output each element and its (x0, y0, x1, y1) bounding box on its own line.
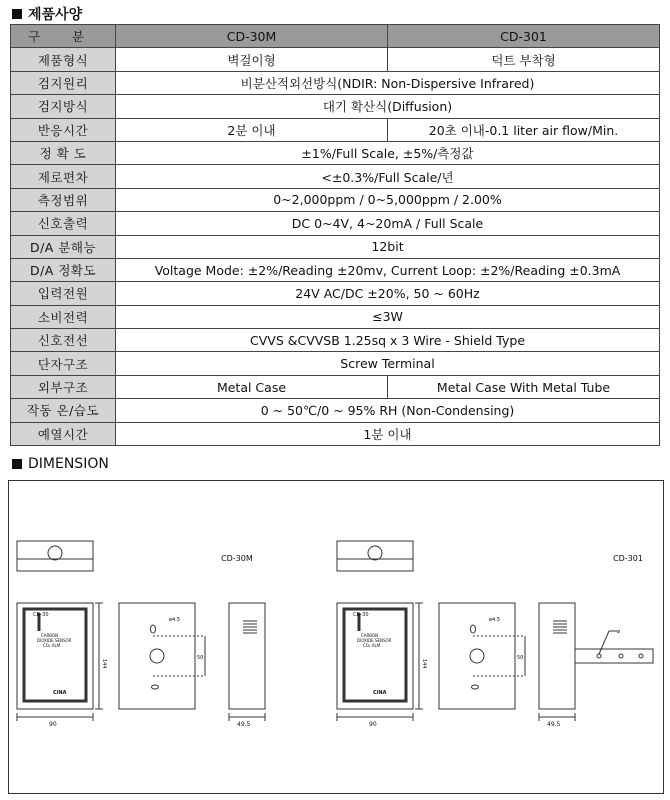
dimension-drawing-panel (8, 480, 664, 794)
spec-row-label: 단자구조 (11, 352, 116, 375)
spec-row-label: D/A 정확도 (11, 258, 116, 281)
header-cd30m: CD-30M (116, 25, 388, 48)
spec-row-label: 반응시간 (11, 118, 116, 141)
spec-row-value-cd301: 20초 이내-0.1 liter air flow/Min. (388, 118, 660, 141)
spec-row-value: 비분산적외선방식(NDIR: Non-Dispersive Infrared) (116, 71, 660, 94)
spec-row (11, 399, 660, 422)
cd301-rear-cable-hole (470, 649, 484, 663)
cd301-rear-mount-hole-top (471, 625, 476, 633)
cd301-rear-view (439, 603, 515, 709)
cd30m-hole-dim: ø4.5 (169, 617, 181, 623)
cd301-drawings (337, 541, 653, 728)
spec-row-value: DC 0~4V, 4~20mA / Full Scale (116, 212, 660, 235)
spec-row (11, 141, 660, 164)
dimension-heading (12, 456, 109, 472)
spec-row (11, 375, 660, 398)
cd30m-depth-dim: 49.5 (237, 721, 251, 728)
cd30m-side-view (229, 603, 265, 709)
cd301-front-text-4: CO₂ ALM (363, 643, 381, 648)
spec-row-value-cd30m: 2분 이내 (116, 118, 388, 141)
spec-table-header (11, 25, 660, 48)
spec-heading (12, 4, 82, 24)
spec-row-label: 입력전원 (11, 282, 116, 305)
cd30m-front-text-4: CO₂ ALM (43, 643, 61, 648)
spec-row-value: Voltage Mode: ±2%/Reading ±20mv, Current Loop: ±2%/Reading ±0.3mA (116, 258, 660, 281)
cd301-front-text-2: CARBON (361, 633, 379, 638)
spec-row (11, 258, 660, 281)
spec-row-value: 0 ~ 50℃/0 ~ 95% RH (Non-Condensing) (116, 399, 660, 422)
spec-row (11, 305, 660, 328)
spec-row (11, 188, 660, 211)
cd301-tube-label: ø (617, 629, 621, 635)
spec-row-value: 24V AC/DC ±20%, 50 ~ 60Hz (116, 282, 660, 305)
spec-row-value: 대기 확산식(Diffusion) (116, 95, 660, 118)
spec-row-label: 신호전선 (11, 329, 116, 352)
spec-row-label: 정 확 도 (11, 141, 116, 164)
square-bullet-icon (12, 459, 22, 469)
cd30m-rear-cable-hole (150, 649, 164, 663)
spec-row-label: 신호출력 (11, 212, 116, 235)
spec-row-label: 제품형식 (11, 48, 116, 71)
cd301-hole-dim: ø4.5 (489, 617, 501, 623)
cd30m-rear-view (119, 603, 195, 709)
spec-table (10, 24, 660, 446)
spec-row-label: 검지방식 (11, 95, 116, 118)
spec-row (11, 235, 660, 258)
spec-row-value-cd30m: Metal Case (116, 375, 388, 398)
spec-row (11, 95, 660, 118)
spec-row-value: <±0.3%/Full Scale/년 (116, 165, 660, 188)
spec-row (11, 48, 660, 71)
cd301-height-dim: 144 (421, 659, 427, 669)
spec-row-value: CVVS &CVVSB 1.25sq x 3 Wire - Shield Type (116, 329, 660, 352)
cd30m-front-text-3: DIOXIDE SENSOR (37, 638, 72, 643)
spec-row (11, 422, 660, 445)
cd30m-front-panel (24, 609, 86, 701)
cd301-tube-hole-2 (619, 654, 623, 658)
cd301-model-label: CD-301 (613, 554, 643, 563)
cd301-rear-mount-hole-bottom (472, 685, 479, 689)
spec-row-value: ±1%/Full Scale, ±5%/측정값 (116, 141, 660, 164)
square-bullet-icon (12, 9, 22, 19)
spec-row-value: ≤3W (116, 305, 660, 328)
spec-row-value-cd301: 덕트 부착형 (388, 48, 660, 71)
spec-row (11, 165, 660, 188)
header-label: 구 분 (11, 25, 116, 48)
cd301-brand-logo: CiNA (373, 690, 387, 696)
cd30m-model-label: CD-30M (221, 554, 253, 563)
cd301-width-dim: 90 (369, 721, 377, 728)
spec-row-value: 12bit (116, 235, 660, 258)
spec-row-label: 측정범위 (11, 188, 116, 211)
cd30m-front-text-2: CARBON (41, 633, 59, 638)
cd301-front-text-1: CD-30 (353, 612, 369, 618)
spec-row-label: 검지원리 (11, 71, 116, 94)
cd301-tube-hole-1 (597, 654, 601, 658)
spec-row (11, 352, 660, 375)
spec-row-value: Screw Terminal (116, 352, 660, 375)
cd30m-drawings (17, 541, 265, 728)
spec-row (11, 282, 660, 305)
spec-row (11, 329, 660, 352)
spec-row-label: 소비전력 (11, 305, 116, 328)
cd30m-rear-mount-hole-top (151, 625, 156, 633)
spec-row-value-cd301: Metal Case With Metal Tube (388, 375, 660, 398)
spec-row-label: D/A 분해능 (11, 235, 116, 258)
spec-row-value: 1분 이내 (116, 422, 660, 445)
spec-heading-text: 제품사양 (28, 7, 83, 23)
spec-row-value: 0~2,000ppm / 0~5,000ppm / 2.00% (116, 188, 660, 211)
cd30m-front-text-1: CD-30 (33, 612, 49, 618)
cd301-side-view (539, 603, 575, 709)
cd301-front-text-3: DIOXIDE SENSOR (357, 638, 392, 643)
spec-row (11, 118, 660, 141)
cd30m-top-view-hole (48, 546, 62, 560)
cd30m-width-dim: 90 (49, 721, 57, 728)
spec-row-label: 제로편차 (11, 165, 116, 188)
cd30m-hole-spacing-dim: 50 (197, 655, 204, 661)
cd30m-rear-mount-hole-bottom (152, 685, 159, 689)
cd301-metal-tube (575, 649, 653, 663)
cd301-depth-dim: 49.5 (547, 721, 561, 728)
spec-row-label: 예열시간 (11, 422, 116, 445)
header-cd301: CD-301 (388, 25, 660, 48)
dimension-heading-text: DIMENSION (28, 456, 109, 472)
cd301-hole-spacing-dim: 50 (517, 655, 524, 661)
spec-row (11, 71, 660, 94)
cd301-tube-hole-3 (639, 654, 643, 658)
cd30m-brand-logo: CiNA (53, 690, 67, 696)
spec-row-value-cd30m: 벽걸이형 (116, 48, 388, 71)
dimension-drawing (9, 481, 663, 793)
spec-row-label: 작동 온/습도 (11, 399, 116, 422)
cd301-front-panel (344, 609, 406, 701)
cd30m-height-dim: 144 (101, 659, 107, 669)
cd301-top-view-hole (368, 546, 382, 560)
spec-row-label: 외부구조 (11, 375, 116, 398)
spec-row (11, 212, 660, 235)
